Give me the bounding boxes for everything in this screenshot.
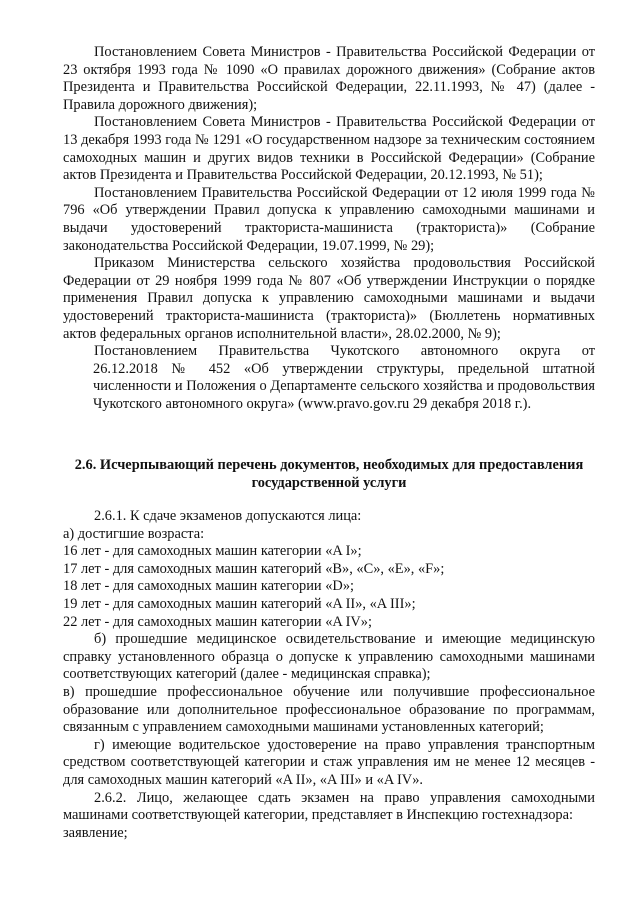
paragraph-decree-796: Постановлением Правительства Российской Федерации от 12 июля 1999 года № 796 «Об утверждении Правил допуска к управлению самоходными машинами и выдачи удостоверений тракториста-машиниста (тракториста)» (Собрание законодательства Российской Федерации, 19.07.1999, № 29);: [63, 184, 595, 254]
paragraph-chukotka-first-line: Постановлением Правительства Чукотского автономного округа от: [94, 343, 595, 360]
item-v-training: в) прошедшие профессиональное обучение или получившие профессиональное образование или дополнительное профессиональное образование по программам, связанным с управлением самоходными машинами установленных категорий;: [63, 683, 595, 736]
legal-basis-list: [63, 44, 595, 413]
paragraph-decree-1090: Постановлением Совета Министров - Правительства Российской Федерации от 23 октября 1993 года № 1090 «О правилах дорожного движения» (Собрание актов Президента и Правительства Российской Федерации, 22.11.1993, № 47) (далее - Правила дорожного движения);: [63, 44, 595, 113]
section-heading: 2.6. Исчерпывающий перечень документов, необходимых для предоставления государственной услуги: [74, 457, 584, 491]
paragraph-order-807: Приказом Министерства сельского хозяйства продовольствия Российской Федерации от 29 ноября 1999 года № 807 «Об утверждении Инструкции о порядке применения Правил допуска к управлению самоходными машинами и выдачи удостоверений тракториста-машиниста (тракториста)» (Бюллетень нормативных актов федеральных органов исполнительной власти», 28.02.2000, № 9);: [63, 255, 595, 342]
section-body: [63, 508, 595, 842]
age-item: 19 лет - для самоходных машин категорий «A II», «A III»;: [63, 595, 416, 612]
paragraph-2-6-2: 2.6.2. Лицо, желающее сдать экзамен на право управления самоходными машинами соответствующей категории, представляет в Инспекцию гостехнадзора:: [63, 789, 595, 824]
item-b-medical: б) прошедшие медицинское освидетельствование и имеющие медицинскую справку установленного образца о допуске к управлению самоходными машинами соответствующих категорий (далее - медицинская справка);: [63, 631, 595, 683]
age-item: 22 лет - для самоходных машин категории «A IV»;: [63, 613, 373, 630]
paragraph-chukotka-rest: 26.12.2018 № 452 «Об утверждении структуры, предельной штатной численности и Положения о Департаменте сельского хозяйства и продовольствия Чукотского автономного округа» (www.pravo.gov.ru 29 декабря 2018 г.).: [93, 360, 595, 412]
item-a-age: а) достигшие возраста:: [63, 525, 205, 542]
age-item: 16 лет - для самоходных машин категории «A I»;: [63, 543, 362, 560]
age-item: 18 лет - для самоходных машин категории «D»;: [63, 578, 355, 595]
paragraph-decree-1291: Постановлением Совета Министров - Правительства Российской Федерации от 13 декабря 1993 года № 1291 «О государственном надзоре за техническим состоянием самоходных машин и других видов техники в Российской Федерации» (Собрание актов Президента и Правительства Российской Федерации, 20.12.1993, № 51);: [63, 114, 595, 184]
item-application: заявление;: [63, 824, 128, 841]
age-item: 17 лет - для самоходных машин категорий «B», «C», «E», «F»;: [63, 560, 445, 577]
paragraph-2-6-1: 2.6.1. К сдаче экзаменов допускаются лица:: [94, 508, 362, 524]
item-g-license: г) имеющие водительское удостоверение на право управления транспортным средством соответствующей категории и стаж управления им не менее 12 месяцев - для самоходных машин категорий «A II», «A III» и «A IV».: [63, 736, 595, 788]
